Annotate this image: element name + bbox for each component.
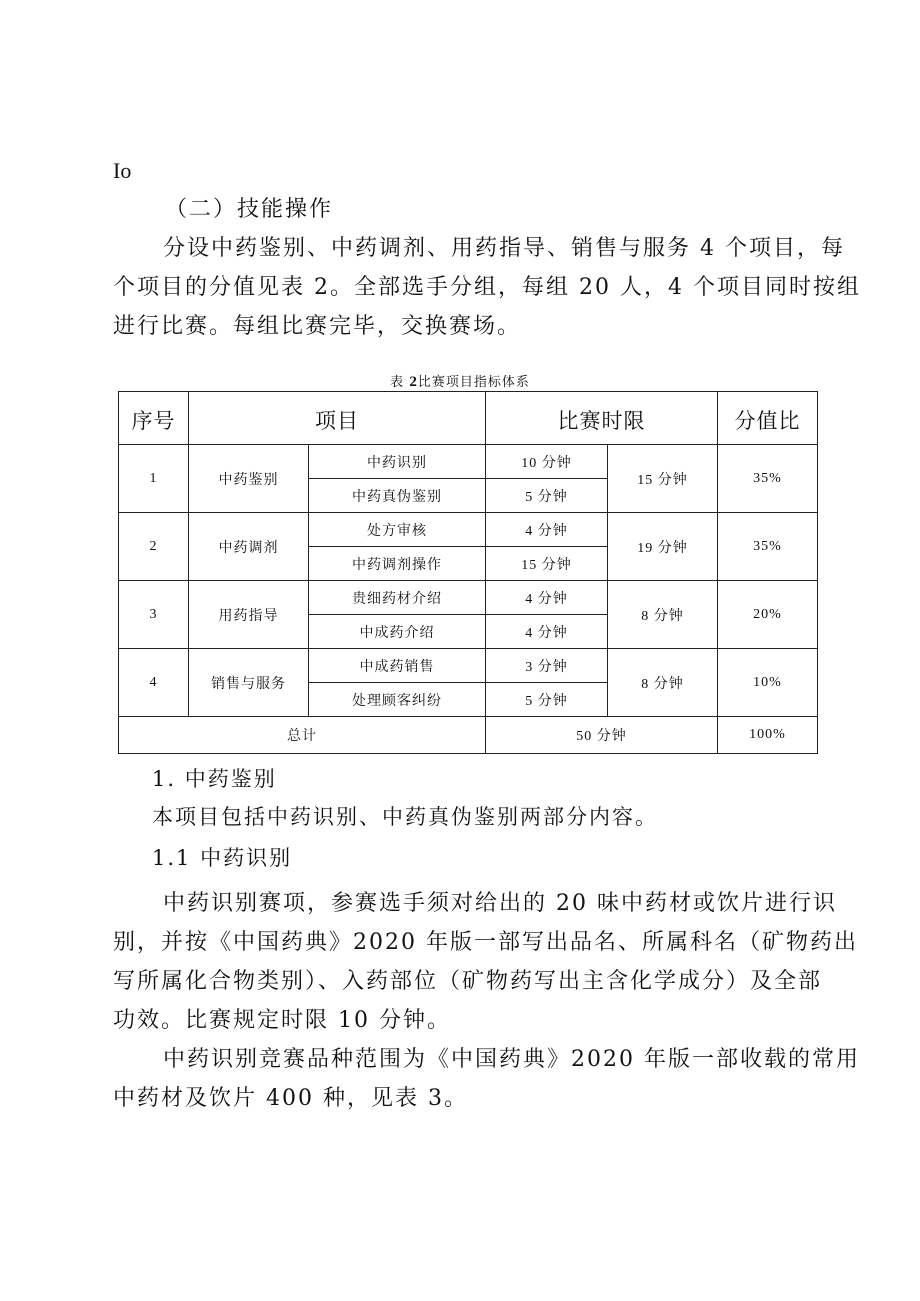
paragraph-2-line-2: 别，并按《中国药典》2020 年版一部写出品名、所属科名（矿物药出 [113,930,858,955]
sub-item-time: 4 分钟 [486,581,608,615]
row-seq: 2 [119,513,189,581]
sub-item-name: 中成药销售 [309,649,486,683]
intro-line-3: 进行比赛。每组比赛完毕，交换赛场。 [113,314,522,339]
footer-label: 总计 [119,717,486,754]
row-seq: 1 [119,445,189,513]
paragraph-3-line-2: 中药材及饮片 400 种，见表 3。 [113,1086,468,1111]
row-item: 中药鉴别 [189,445,309,513]
sub-item-name: 中成药介绍 [309,615,486,649]
score-table [118,391,818,754]
sub-item-time: 4 分钟 [486,615,608,649]
sub-item-name: 贵细药材介绍 [309,581,486,615]
sub-item-time: 3 分钟 [486,649,608,683]
row-score: 35% [718,445,818,513]
sub-item-time: 5 分钟 [486,479,608,513]
paragraph-3-line-1: 中药识别竞赛品种范围为《中国药典》2020 年版一部收载的常用 [163,1047,860,1072]
caption-number: 2 [409,374,418,390]
header-item: 项目 [189,392,486,445]
sub-item-time: 15 分钟 [486,547,608,581]
row-total-time: 8 分钟 [608,649,718,717]
row-item: 销售与服务 [189,649,309,717]
header-seq: 序号 [119,392,189,445]
row-item: 中药调剂 [189,513,309,581]
section-heading: （二）技能操作 [165,197,334,222]
sub-item-name: 处方审核 [309,513,486,547]
row-score: 10% [718,649,818,717]
footer-score: 100% [718,717,818,754]
row-score: 20% [718,581,818,649]
table-caption [0,371,920,391]
stray-text: Io [113,158,132,183]
row-score: 35% [718,513,818,581]
row-item: 用药指导 [189,581,309,649]
subheading-1-1: 1.1 中药识别 [152,846,293,870]
table-header-row [119,392,818,445]
sub-item-name: 中药调剂操作 [309,547,486,581]
sub-item-name: 中药识别 [309,445,486,479]
sub-item-time: 10 分钟 [486,445,608,479]
table-row [119,581,818,615]
header-time-limit: 比赛时限 [486,392,718,445]
table-row [119,513,818,547]
table-footer-row [119,717,818,754]
header-score: 分值比 [718,392,818,445]
caption-text: 比赛项目指标体系 [417,375,530,390]
sub-item-name: 处理顾客纠纷 [309,683,486,717]
sub-item-time: 5 分钟 [486,683,608,717]
table-row [119,445,818,479]
paragraph-2-line-3: 写所属化合物类别）、入药部位（矿物药写出主含化学成分）及全部 [113,969,823,994]
paragraph-1: 本项目包括中药识别、中药真伪鉴别两部分内容。 [152,805,658,829]
intro-line-1: 分设中药鉴别、中药调剂、用药指导、销售与服务 4 个项目，每 [163,236,845,261]
sub-item-name: 中药真伪鉴别 [309,479,486,513]
paragraph-2-line-4: 功效。比赛规定时限 10 分钟。 [113,1008,451,1033]
footer-time: 50 分钟 [486,717,718,754]
paragraph-2-line-1: 中药识别赛项，参赛选手须对给出的 20 味中药材或饮片进行识 [163,891,837,916]
row-seq: 4 [119,649,189,717]
caption-prefix: 表 [390,375,405,390]
table-row [119,649,818,683]
row-total-time: 8 分钟 [608,581,718,649]
intro-line-2: 个项目的分值见表 2。全部选手分组，每组 20 人，4 个项目同时按组 [113,275,861,300]
row-total-time: 15 分钟 [608,445,718,513]
subheading-1: 1. 中药鉴别 [152,767,277,791]
sub-item-time: 4 分钟 [486,513,608,547]
row-total-time: 19 分钟 [608,513,718,581]
row-seq: 3 [119,581,189,649]
